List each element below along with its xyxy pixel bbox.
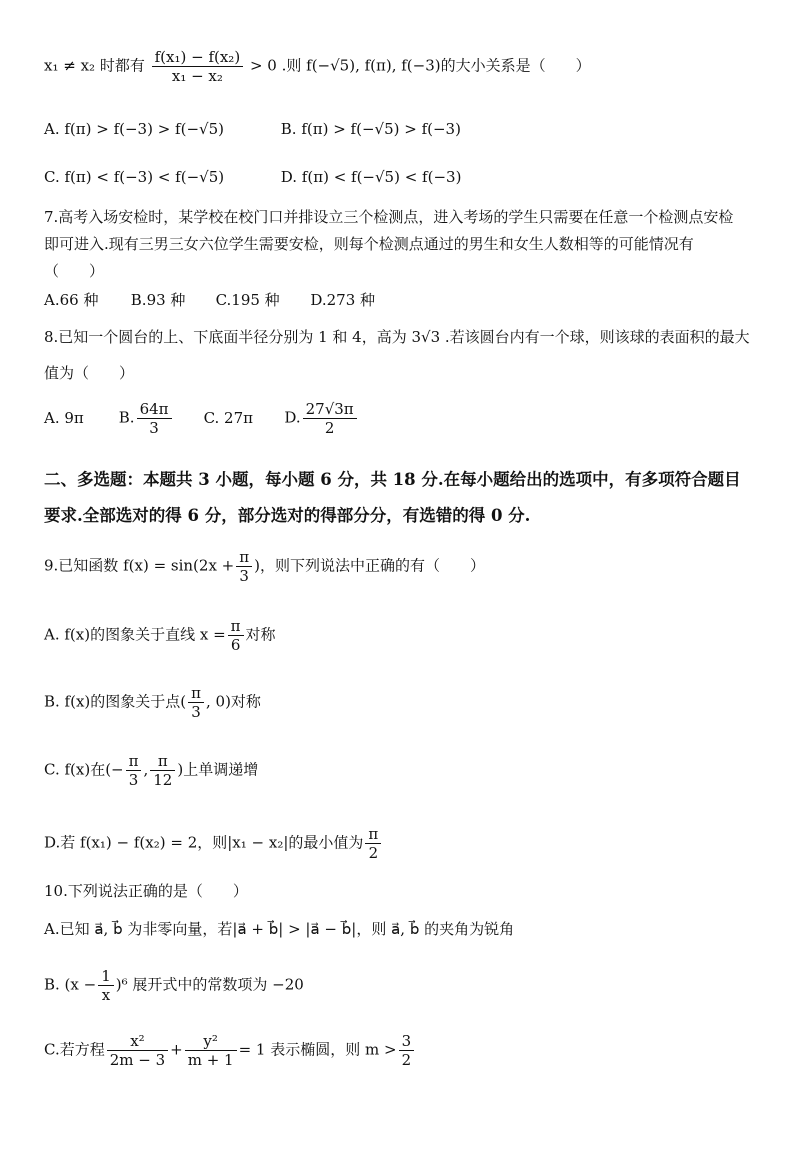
- q6-option-b: B. f(π) > f(−√5) > f(−3): [280, 120, 461, 138]
- q10-stem: 10.下列说法正确的是（ ）: [44, 882, 248, 900]
- q9-option-d: D.若 f(x₁) − f(x₂) = 2，则|x₁ − x₂|的最小值为 $\frac{\pi}{2}$: [44, 825, 383, 862]
- q7-stem-line1: 7.高考入场安检时，某学校在校门口并排设立三个检测点，进入考场的学生只需要在任意一个检测点安检: [44, 208, 734, 226]
- q6-options-row1: [44, 120, 461, 138]
- q7-options: [44, 291, 375, 309]
- q6-option-c: C. f(π) < f(−3) < f(−√5): [44, 168, 225, 186]
- q9-option-a: A. f(x)的图象关于直线 x = $\frac{\pi}{6}$ 对称: [44, 617, 276, 654]
- q10-option-b: B. (x − $\frac{1}{x}$ )⁶ 展开式中的常数项为 −20: [44, 967, 304, 1004]
- q8-options: [44, 400, 359, 437]
- q7-option-a: A.66 种: [44, 291, 99, 309]
- q6-option-a: A. f(π) > f(−3) > f(−√5): [44, 120, 224, 138]
- q10-option-a: A.已知 a⃗, b⃗ 为非零向量，若|a⃗ + b⃗| > |a⃗ − b⃗|，则 a⃗, b⃗ 的夹角为锐角: [44, 920, 515, 938]
- q6-condition: x₁ ≠ x₂ 时都有 $\frac{\text{f(x₁) − f(x₂)}}{\text{x₁ − x₂}}$ > 0 .则 f(−√5), f(π), f(−3)的大小关系是（ ）: [44, 48, 591, 85]
- q7-option-c: C.195 种: [215, 291, 280, 309]
- q8-option-d: D. $\frac{27√3\pi}{2}$: [284, 400, 358, 437]
- section2-heading-line1: 二、多选题：本题共 3 小题，每小题 6 分，共 18 分.在每小题给出的选项中，有多项符合题目: [44, 470, 741, 489]
- q9-stem: 9.已知函数 f(x) = sin(2x + $\frac{\pi}{3}$ )，则下列说法中正确的有（ ）: [44, 548, 485, 585]
- q7-stem-line2: 即可进入.现有三男三女六位学生需要安检，则每个检测点通过的男生和女生人数相等的可能情况有: [44, 235, 694, 253]
- section2-heading-line2: 要求.全部选对的得 6 分，部分选对的得部分分，有选错的得 0 分.: [44, 506, 531, 525]
- q7-option-d: D.273 种: [310, 291, 376, 309]
- q8-option-b: B. $\frac{64\pi}{3}$: [119, 400, 199, 437]
- q8-option-c: C. 27π: [203, 408, 253, 427]
- q8-option-a: A. 9π: [44, 408, 84, 427]
- q10-option-c: C.若方程 $\frac{\text{x²}}{2m - 3}$ + $\frac{\text{y²}}{m + 1}$ = 1 表示椭圆，则 m > $\frac{3}{2}$: [44, 1032, 416, 1069]
- q9-stem-fraction: $\frac{\pi}{3}$: [236, 548, 252, 585]
- q6-option-d: D. f(π) < f(−√5) < f(−3): [280, 168, 462, 186]
- q8-stem-line1: 8.已知一个圆台的上、下底面半径分别为 1 和 4，高为 3√3 .若该圆台内有一个球，则该球的表面积的最大: [44, 328, 750, 346]
- q7-option-b: B.93 种: [130, 291, 186, 309]
- q7-stem-line3: （ ）: [44, 262, 105, 280]
- q8-stem-line2: 值为（ ）: [44, 364, 135, 382]
- q6-fraction: $\frac{\text{f(x₁) − f(x₂)}}{\text{x₁ − x₂}}$: [152, 48, 244, 85]
- q9-option-c: C. f(x)在(− $\frac{\pi}{3}$ , $\frac{\pi}{12}$ )上单调递增: [44, 752, 259, 789]
- q9-option-b: B. f(x)的图象关于点( $\frac{\pi}{3}$ , 0)对称: [44, 684, 261, 721]
- q6-options-row2: [44, 168, 461, 186]
